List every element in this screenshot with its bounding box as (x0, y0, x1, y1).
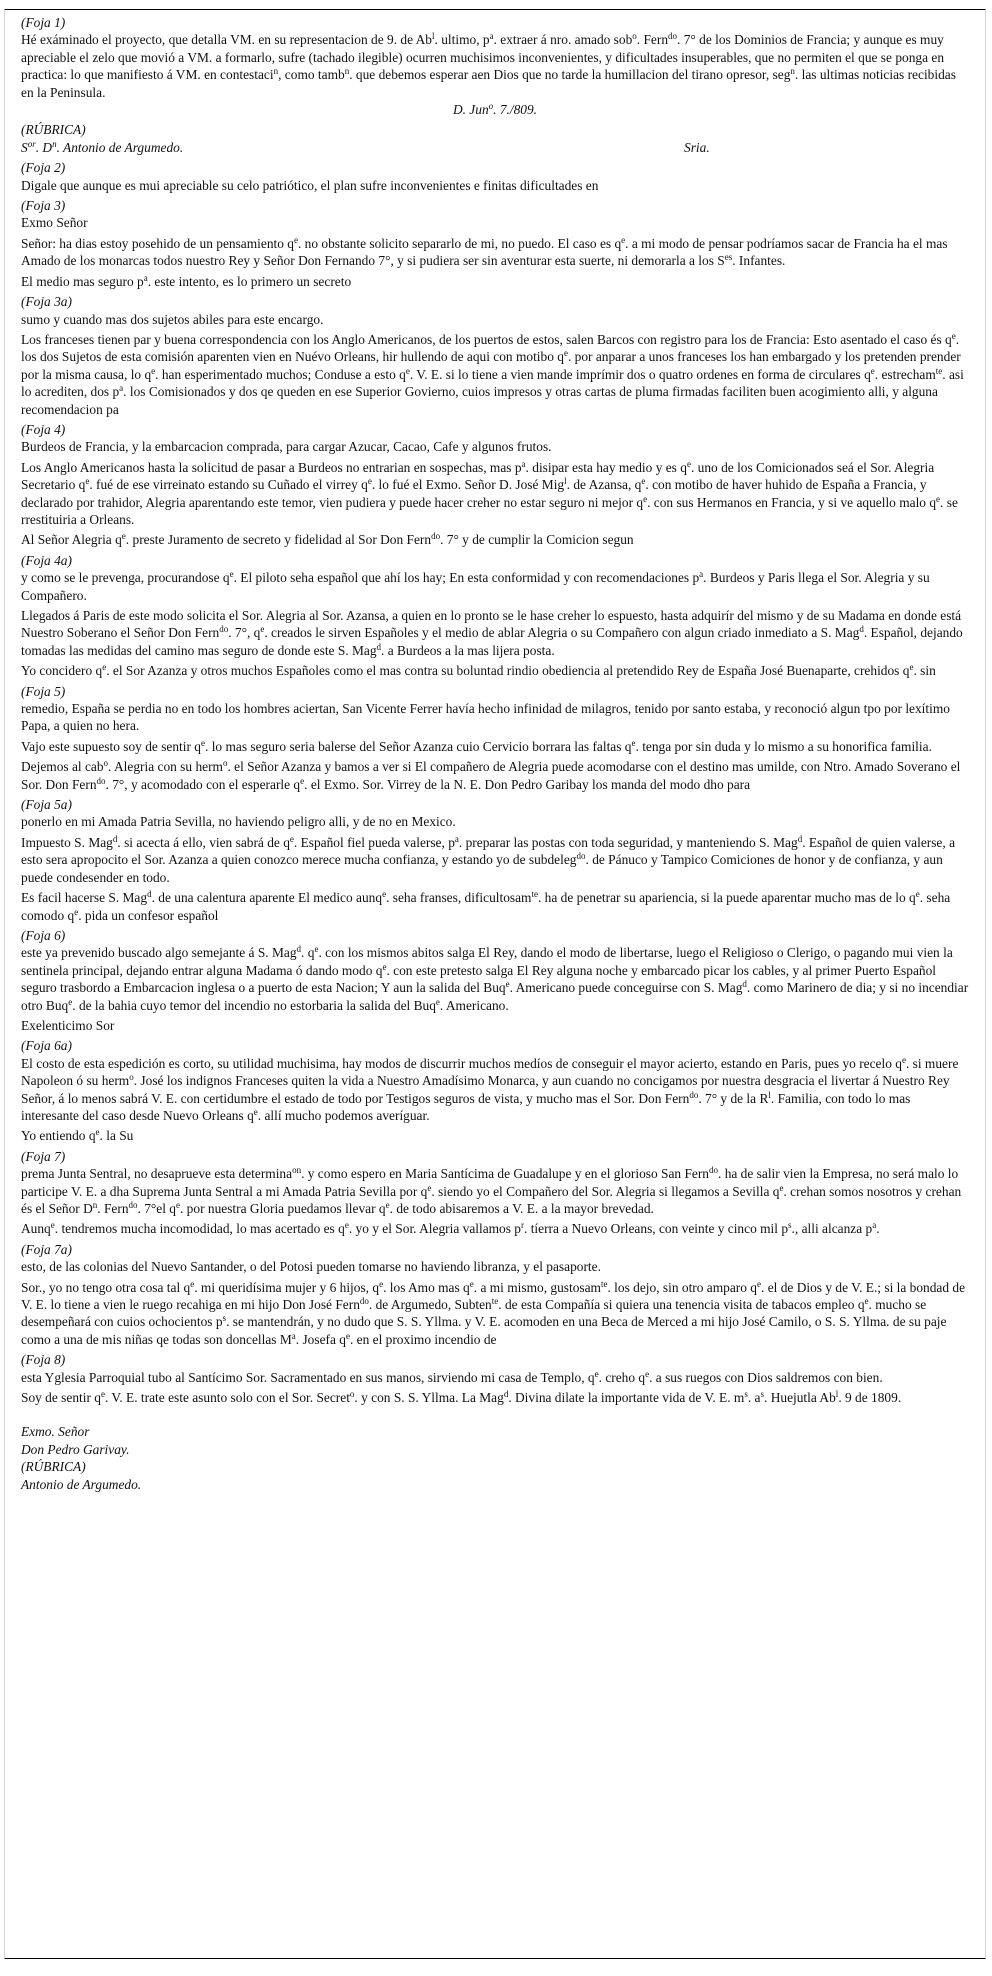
paragraph: Yo entiendo $q^e$. la Su (21, 1127, 134, 1144)
closing-line: Don Pedro Garivay. (21, 1441, 130, 1457)
document-page (4, 9, 986, 1959)
paragraph: ponerlo en mi Amada Patria Sevilla, no haviendo peligro alli, y de no en Mexico. (21, 814, 456, 830)
secretaria-label: Sria. (684, 139, 710, 155)
signatory-name: Antonio de Argumedo. (21, 1476, 142, 1492)
paragraph: Dejemos al cab$^o$. Alegria con su herm$^o$. el Señor Azanza y bamos a ver si El compañero de Alegria puede acomodarse con el destino mas umilde, con Ntro. Amado Soverano el Sor. Don Fern$^{do}$. 7°, y acomodado con el esperarle $q^e$. el Exmo. Sor. Virrey de la N. E. Don Pedro Garibay los manda del modo dho para (21, 758, 961, 792)
paragraph: sumo y cuando mas dos sujetos abiles para este encargo. (21, 311, 324, 327)
rubrica-mark: (RÚBRICA) (21, 122, 86, 138)
folio-heading: (Foja 6a) (21, 1038, 72, 1054)
folio-heading: (Foja 3) (21, 198, 66, 214)
folio-heading: (Foja 1) (21, 15, 66, 30)
paragraph: Los Anglo Americanos hasta la solicitud de pasar a Burdeos no entrarian en sospechas, mas $p^a$. disipar esta hay medio y es $q^e$. uno de los Comicionados seá el Sor. Alegria Secretario $q^e$. fué de ese virreinato estando su Cuñado el virrey $q^e$. lo fué el Exmo. Señor D. José Mig$^l$. de Azansa, $q^e$. con motibo de haver huhido de España a Francia, y declarado por trahidor, Alegria aparentando este temor, vien pudiera y puede hacer creher no estar seguro ni mejor $q^e$. con sus Hermanos en Francia, y si ve aquello malo $q^e$. se rrestituiria a Orleans. (21, 458, 958, 527)
folio-heading: (Foja 4) (21, 421, 66, 437)
folio-heading: (Foja 3a) (21, 294, 72, 310)
paragraph: Burdeos de Francia, y la embarcacion comprada, para cargar Azucar, Cacao, Cafe y algunos frutos. (21, 439, 552, 455)
paragraph: Impuesto S. Mag$^d$. si acecta á ello, vien sabrá de $q^e$. Español fiel pueda valerse, $p^a$. preparar las postas con toda seguridad, y manteniendo S. Mag$^d$. Español de quien valerse, a esto sera apropocito el Sor. Azanza a quien conozco merece mucha confianza, y estando yo de subdeleg$^{do}$. de Pánuco y Tampico Comiciones de honor y de confianza, y aun puede condesender en todo. (21, 833, 956, 885)
folio-heading: (Foja 2) (21, 160, 66, 176)
paragraph: este ya prevenido buscado algo semejante á S. Mag$^d$. $q^e$. con los mismos abitos salga El Rey, dando el modo de libertarse, luego el Religioso o Clerigo, o pagando mui vien la sentinela principal, dejando entrar alguna Madama ó dando modo $q^e$. con este pretesto salga El Rey alguna noche y embarcado picar los cables, y al primer Puerto Español seguro trasbordo a Embarcacion inglesa o a puerto de esta Nacion; Y aun la salida del Buq$^e$. Americano puede conceguirse con S. Mag$^d$. como Marinero de dia; y si no incendiar otro Buq$^e$. de la bahia cuyo temor del incendio no estorbaria la salida del Buq$^e$. Americano. (21, 944, 969, 1013)
paragraph: Hé exáminado el proyecto, que detalla VM. en su representacion de 9. de Ab$^l$. ultimo, $p^a$. extraer á nro. amado sob$^o$. Fern$^{do}$. 7° de los Dominios de Francia; y aunque es muy apreciable el zelo que movió a VM. a formarlo, sufre (tachado ilegible) ocurren muchisimos inconvenientes, y dificultades insuperables, que no permiten el que se ponga en practica: lo que manifiesto á VM. en contestaci$^n$, como tamb$^n$. que debemos esperar aen Dios que no tarde la humillacion del tirano opresor, seg$^n$. las ultimas noticias recibidas en la Peninsula. (21, 31, 956, 100)
paragraph: Llegados á Paris de este modo solicita el Sor. Alegria al Sor. Azansa, a quien en lo pronto se le hase creher lo espuesto, hasta adquirír del mismo y de su Madama en donde está Nuestro Soberano el Señor Don Fern$^{do}$. 7°, $q^e$. creados le sirven Españoles y el medio de ablar Alegria o su Compañero con algun criado inmediato a S. Mag$^d$. Español, dejando tomadas las medidas del camino mas seguro de donde este S. Mag$^d$. a Burdeos a la mas lijera posta. (21, 608, 963, 658)
folio-heading: (Foja 7a) (21, 1241, 72, 1257)
paragraph: El medio mas seguro $p^a$. este intento, es lo primero un secreto (21, 272, 352, 289)
spacer (21, 1406, 969, 1423)
paragraph: Vajo este supuesto soy de sentir $q^e$. lo mas seguro seria balerse del Señor Azanza cuio Cervicio borrara las faltas $q^e$. tenga por sin duda y lo mismo a su honorifica familia. (21, 737, 932, 754)
date-line: D. Jun$^o$. 7./809. (452, 101, 538, 118)
folio-heading: (Foja 6) (21, 927, 66, 943)
paragraph: esto, de las colonias del Nuevo Santander, o del Potosi pueden tomarse no haviendo libranza, y el pasaporte. (21, 1259, 601, 1275)
salutation: Exmo Señor (21, 215, 88, 231)
paragraph: y como se le prevenga, procurandose $q^e$. El piloto seha español que ahí los hay; En esta conformidad y con recomendaciones $p^a$. Burdeos y Paris llega el Sor. Alegria y su Compañero. (21, 569, 930, 603)
rubrica-mark: (RÚBRICA) (21, 1459, 86, 1475)
folio-heading: (Foja 7) (21, 1148, 66, 1164)
paragraph: Señor: ha dias estoy posehido de un pensamiento $q^e$. no obstante solicito separarlo de mi, no puedo. El caso es $q^e$. a mi modo de pensar podríamos sacar de Francia ha el mas Amado de los monarcas todos nuestro Rey y Señor Don Fernando 7°, y si pudiera ser sin aventurar esta suerte, ni demorarla a los $S^{es}$. Infantes. (21, 234, 948, 269)
closing-line: Exmo. Señor (21, 1424, 90, 1440)
addressee-line (21, 139, 969, 156)
addressee-name: $S^{or}$. $D^n$. Antonio de Argumedo. (21, 138, 184, 155)
paragraph: Los franceses tienen par y buena correspondencia con los Anglo Americanos, de los puertos de estos, salen Barcos con registro para los de Francia: Esto asentado el caso és $q^e$. los dos Sujetos de esta comisión aparenten vien en Nuévo Orleans, hir hullendo de aqui con motibo $q^e$. por anparar a unos franceses los han embargado y los pretenden prender por la misma causa, lo $q^e$. han esperimentado muchos; Conduse a esto $q^e$. V. E. si lo tiene a vien mande imprímir dos o quatro ordenes en forma de circulares $q^e$. estrecham$^{te}$. asi lo acrediten, dos $p^a$. los Comisionados y dos qe queden en ese Superior Govierno, cuios impresos y otras cartas de pluma firmadas faciliten buen acogimiento alli, y alguna recomendacion pa (21, 330, 964, 417)
paragraph: Yo concidero $q^e$. el Sor Azanza y otros muchos Españoles como el mas contra su boluntad rindio obediencia al pretendido Rey de España José Buenaparte, crehidos $q^e$. sin (21, 662, 936, 679)
folio-heading: (Foja 4a) (21, 552, 72, 568)
folio-heading: (Foja 5) (21, 683, 66, 699)
paragraph: Es facil hacerse S. Mag$^d$. de una calentura aparente El medico aunq$^e$. seha franses, dificultosam$^{te}$. ha de penetrar su apariencia, si la puede aparentar mucho mas de lo $q^e$. seha comodo $q^e$. pida un confesor español (21, 889, 951, 923)
paragraph: Sor., yo no tengo otra cosa tal $q^e$. mi queridísima mujer y 6 hijos, $q^e$. los Amo mas $q^e$. a mi mismo, gustosam$^{te}$. los dejo, sin otro amparo $q^e$. el de Dios y de V. E.; si la bondad de V. E. lo tiene a vien le ruego recahiga en mi hijo Don José Fern$^{do}$. de Argumedo, Subten$^{te}$. de esta Compañía si quiera una tenencia visita de tabacos empleo $q^e$. mucho se desempeñará con cuios ochocientos $p^s$. se mantendrán, y no dudo que S. S. Yllma. y V. E. acomoden en una Beca de Merced a mi hijo José Camilo, o S. S. Yllma. de su paje como a una de mis niñas qe todas son doncellas $M^a$. Josefa $q^e$. en el proximo incendio de (21, 1278, 966, 1347)
paragraph: prema Junta Sentral, no desaprueve esta determina$^{on}$. y como espero en Maria Santícima de Guadalupe y en el glorioso San Fern$^{do}$. ha de salir vien la Empresa, no será malo lo participe V. E. a dha Suprema Junta Sentral a mi Amada Patria Sevilla por $q^e$. siendo yo el Compañero del Sor. Alegria si llegamos a Sevilla $q^e$. crehan somos nosotros y crehan és el Señor $D^n$. Fern$^{do}$. 7°el $q^e$. por nuestra Gloria puedamos llevar $q^e$. de todo abisaremos a V. E. a la mayor brevedad. (21, 1165, 962, 1216)
paragraph: Al Señor Alegria $q^e$. preste Juramento de secreto y fidelidad al Sor Don Fern$^{do}$. 7° y de cumplir la Comicion segun (21, 531, 634, 548)
folio-heading: (Foja 8) (21, 1352, 66, 1368)
paragraph: remedio, España se perdia no en todo los hombres aciertan, San Vicente Ferrer havía hecho infinidad de milagros, tenido por santo estaba, y reconoció algun tpo por lexítimo Papa, a quien no hera. (21, 701, 950, 734)
paragraph: Soy de sentir $q^e$. V. E. trate este asunto solo con el Sor. Secret$^o$. y con S. S. Yllma. La Mag$^d$. Divina dilate la importante vida de V. E. $m^s$. $a^s$. Huejutla Ab$^l$. 9 de 1809. (21, 1389, 902, 1406)
paragraph: esta Yglesia Parroquial tubo al Santícimo Sor. Sacramentado en sus manos, sirviendo mi casa de Templo, $q^e$. creho $q^e$. a sus ruegos con Dios saldremos con bien. (21, 1368, 883, 1385)
paragraph: Exelenticimo Sor (21, 1017, 115, 1033)
paragraph: El costo de esta espedición es corto, su utilidad muchisima, hay modos de discurrir muchos medíos de conseguir el mayor acierto, estando en Paris, pues yo recelo $q^e$. si muere Napoleon ó su herm$^o$. José los indignos Franceses quiten la vida a Nuestro Amadísimo Monarca, y aun cuando no concigamos por nuestra desgracia el livertar á Nuestro Rey Señor, á lo menos sabrá V. E. con certidumbre el estado de todo por Testigos seguros de vista, y mucho mas el Sor. Don Fern$^{do}$. 7° y de la $R^l$. Familia, con todo lo mas interesante del caso desde Nuevo Orleans $q^e$. allí mucho podemos averíguar. (21, 1054, 959, 1123)
paragraph: Aunq$^e$. tendremos mucha incomodidad, lo mas acertado es $q^e$. yo y el Sor. Alegria vallamos $p^r$. tíerra a Nuevo Orleans, con veinte y cinco mil $p^s$., alli alcanza $p^a$. (21, 1220, 880, 1237)
folio-heading: (Foja 5a) (21, 797, 72, 813)
paragraph: Digale que aunque es mui apreciable su celo patriótico, el plan sufre inconvenientes e finitas dificultades en (21, 177, 599, 193)
